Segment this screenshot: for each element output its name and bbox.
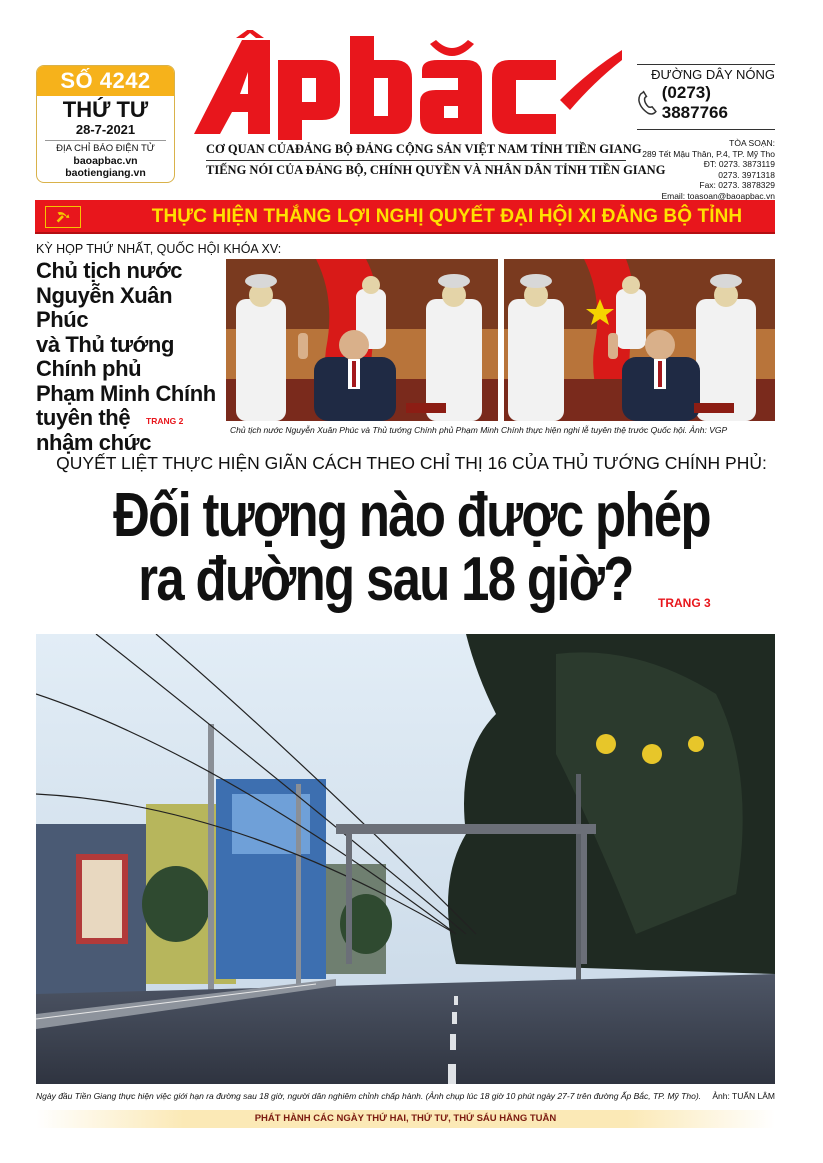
party-flag-icon (45, 206, 81, 228)
issue-box (36, 65, 175, 183)
office-phone-2: 0273. 3971318 (718, 169, 775, 180)
phone-icon (637, 90, 658, 116)
lead-kicker: KỲ HỌP THỨ NHẤT, QUỐC HỘI KHÓA XV: (36, 242, 282, 256)
lead-photo-caption: Chủ tịch nước Nguyễn Xuân Phúc và Thủ tướng Chính phủ Phạm Minh Chính thực hiện nghi lễ tuyên thệ trước Quốc hội. Ảnh: VGP (230, 425, 728, 435)
website-link-baoapbac[interactable]: baoapbac.vn (73, 155, 138, 167)
contact-divider (637, 64, 775, 65)
main-photo-caption-row (36, 1091, 775, 1101)
lead-headline-line: Phạm Minh Chính (36, 380, 216, 406)
party-banner (35, 200, 775, 234)
office-email[interactable]: Email: toasoan@baoapbac.vn (661, 190, 775, 201)
issue-weekday: THỨ TƯ (62, 97, 149, 122)
hotline-row (637, 83, 775, 123)
issue-divider (45, 140, 166, 141)
lead-headline[interactable] (36, 259, 226, 455)
masthead-agency-line (206, 142, 642, 157)
issue-date: 28-7-2021 (75, 122, 136, 137)
banner-text: THỰC HIỆN THẮNG LỢI NGHỊ QUYẾT ĐẠI HỘI XI ĐẢNG BỘ TỈNH (151, 206, 743, 227)
lead-headline-line: Nguyễn Xuân Phúc (36, 282, 173, 332)
main-kicker: QUYẾT LIỆT THỰC HIỆN GIÃN CÁCH THEO CHỈ THỊ 16 CỦA THỦ TƯỚNG CHÍNH PHỦ: (56, 453, 767, 473)
photo-empty-street (36, 634, 775, 1084)
masthead-voice-line: TIẾNG NÓI CỦA ĐẢNG BỘ, CHÍNH QUYỀN VÀ NHÂN DÂN TỈNH TIỀN GIANG (206, 160, 626, 178)
office-address: 289 Tết Mậu Thân, P.4, TP. Mỹ Tho (642, 148, 775, 159)
contact-block (637, 64, 775, 201)
newspaper-logo (190, 30, 626, 142)
main-headline-line-1[interactable]: Đối tượng nào được phép (113, 481, 710, 550)
lead-headline-line: nhậm chức (36, 429, 152, 455)
issue-number: SỐ 4242 (37, 66, 174, 96)
main-photo-caption: Ngày đầu Tiền Giang thực hiện việc giới hạn ra đường sau 18 giờ, người dân nghiêm chỉnh chấp hành. (Ảnh chụp lúc 18 giờ 10 phút ngày 27-7 trên đường Ấp Bắc, TP. Mỹ Tho). (36, 1091, 702, 1101)
hotline-number[interactable]: (0273) 3887766 (661, 83, 728, 122)
website-link-baotiengiang[interactable]: baotiengiang.vn (65, 167, 146, 179)
main-photo-credit: Ảnh: TUẤN LÂM (712, 1091, 775, 1101)
photo-president-oath (226, 259, 498, 421)
lead-headline-line: Chính phủ (36, 356, 142, 381)
lead-headline-line: tuyên thệ (36, 405, 131, 430)
photo-prime-minister-oath (504, 259, 775, 421)
lead-headline-line: Chủ tịch nước (36, 258, 183, 283)
office-phone-1: ĐT: 0273. 3873119 (703, 159, 775, 169)
lead-page-ref[interactable]: TRANG 2 (146, 416, 184, 426)
lead-headline-line: và Thủ tướng (36, 331, 174, 357)
masthead-agency-left: CƠ QUAN CỦA (206, 142, 295, 156)
publication-schedule: PHÁT HÀNH CÁC NGÀY THỨ HAI, THỨ TƯ, THỨ SÁU HẰNG TUẦN (36, 1110, 775, 1128)
web-address-label: ĐỊA CHỈ BÁO ĐIỆN TỬ (56, 143, 155, 154)
main-headline-line-2[interactable]: ra đường sau 18 giờ? (138, 545, 633, 614)
office-fax: Fax: 0273. 3878329 (699, 180, 775, 190)
contact-divider (637, 129, 775, 130)
office-info (637, 138, 775, 201)
hotline-label: ĐƯỜNG DÂY NÓNG (651, 67, 775, 82)
main-page-ref[interactable]: TRANG 3 (658, 596, 711, 610)
masthead (190, 30, 666, 182)
masthead-agency-right: ĐẢNG BỘ ĐẢNG CỘNG SẢN VIỆT NAM TỈNH TIỀN GIANG (294, 142, 642, 156)
office-label: TÒA SOẠN: (729, 138, 775, 148)
